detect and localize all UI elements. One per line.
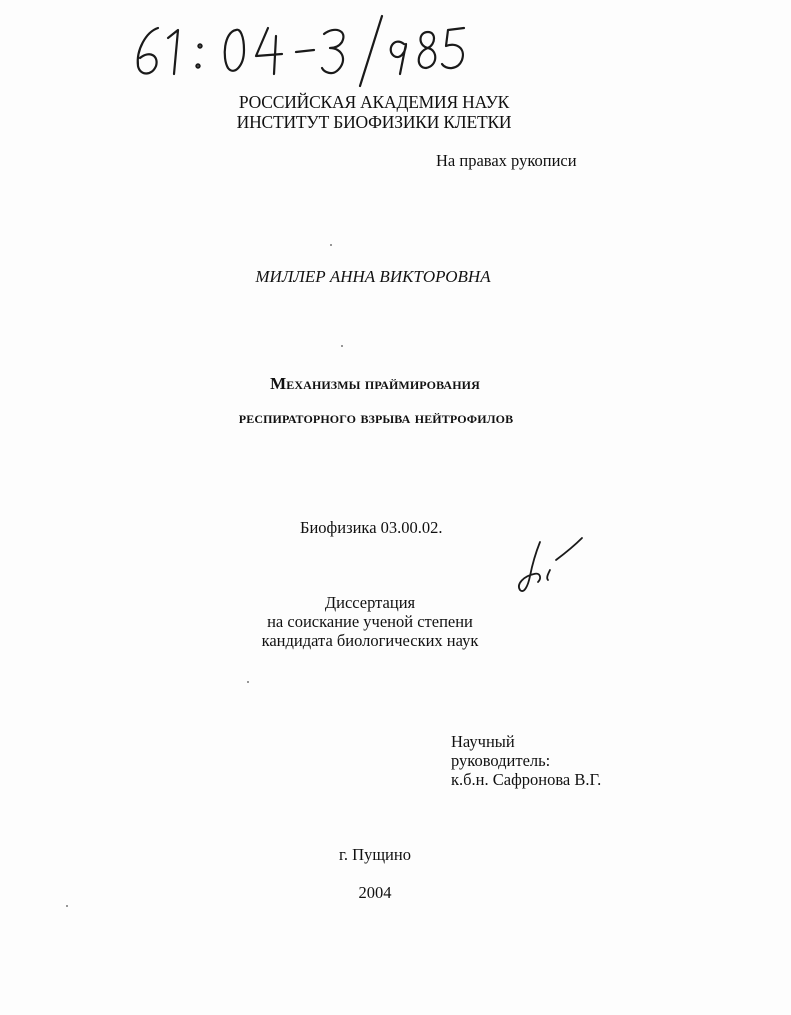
advisor-line-2: руководитель: [451,751,551,770]
signature-mark [510,530,590,600]
dissertation-line-3: кандидата биологических наук [261,631,479,650]
organization-line-1: РОССИЙСКАЯ АКАДЕМИЯ НАУК [238,92,510,112]
dissertation-line-2: на соискание ученой степени [267,612,473,631]
author-name: МИЛЛЕР АННА ВИКТОРОВНА [255,267,491,286]
advisor-name: к.б.н. Сафронова В.Г. [451,770,602,789]
city: г. Пущино [339,845,411,864]
scan-speck [330,244,332,246]
scan-speck [341,345,343,347]
organization-line-2: ИНСТИТУТ БИОФИЗИКИ КЛЕТКИ [236,112,512,132]
dissertation-line-1: Диссертация [324,593,416,612]
scan-speck [247,681,249,683]
year: 2004 [358,883,392,902]
advisor-line-1: Научный [451,732,515,751]
scan-speck [66,905,68,907]
title-line-2: респираторного взрыва нейтрофилов [238,408,514,427]
specialty-code: Биофизика 03.00.02. [300,518,443,537]
handwritten-archive-number [128,10,488,90]
rights-note: На правах рукописи [436,151,577,170]
title-line-1: Механизмы праймирования [270,374,480,393]
